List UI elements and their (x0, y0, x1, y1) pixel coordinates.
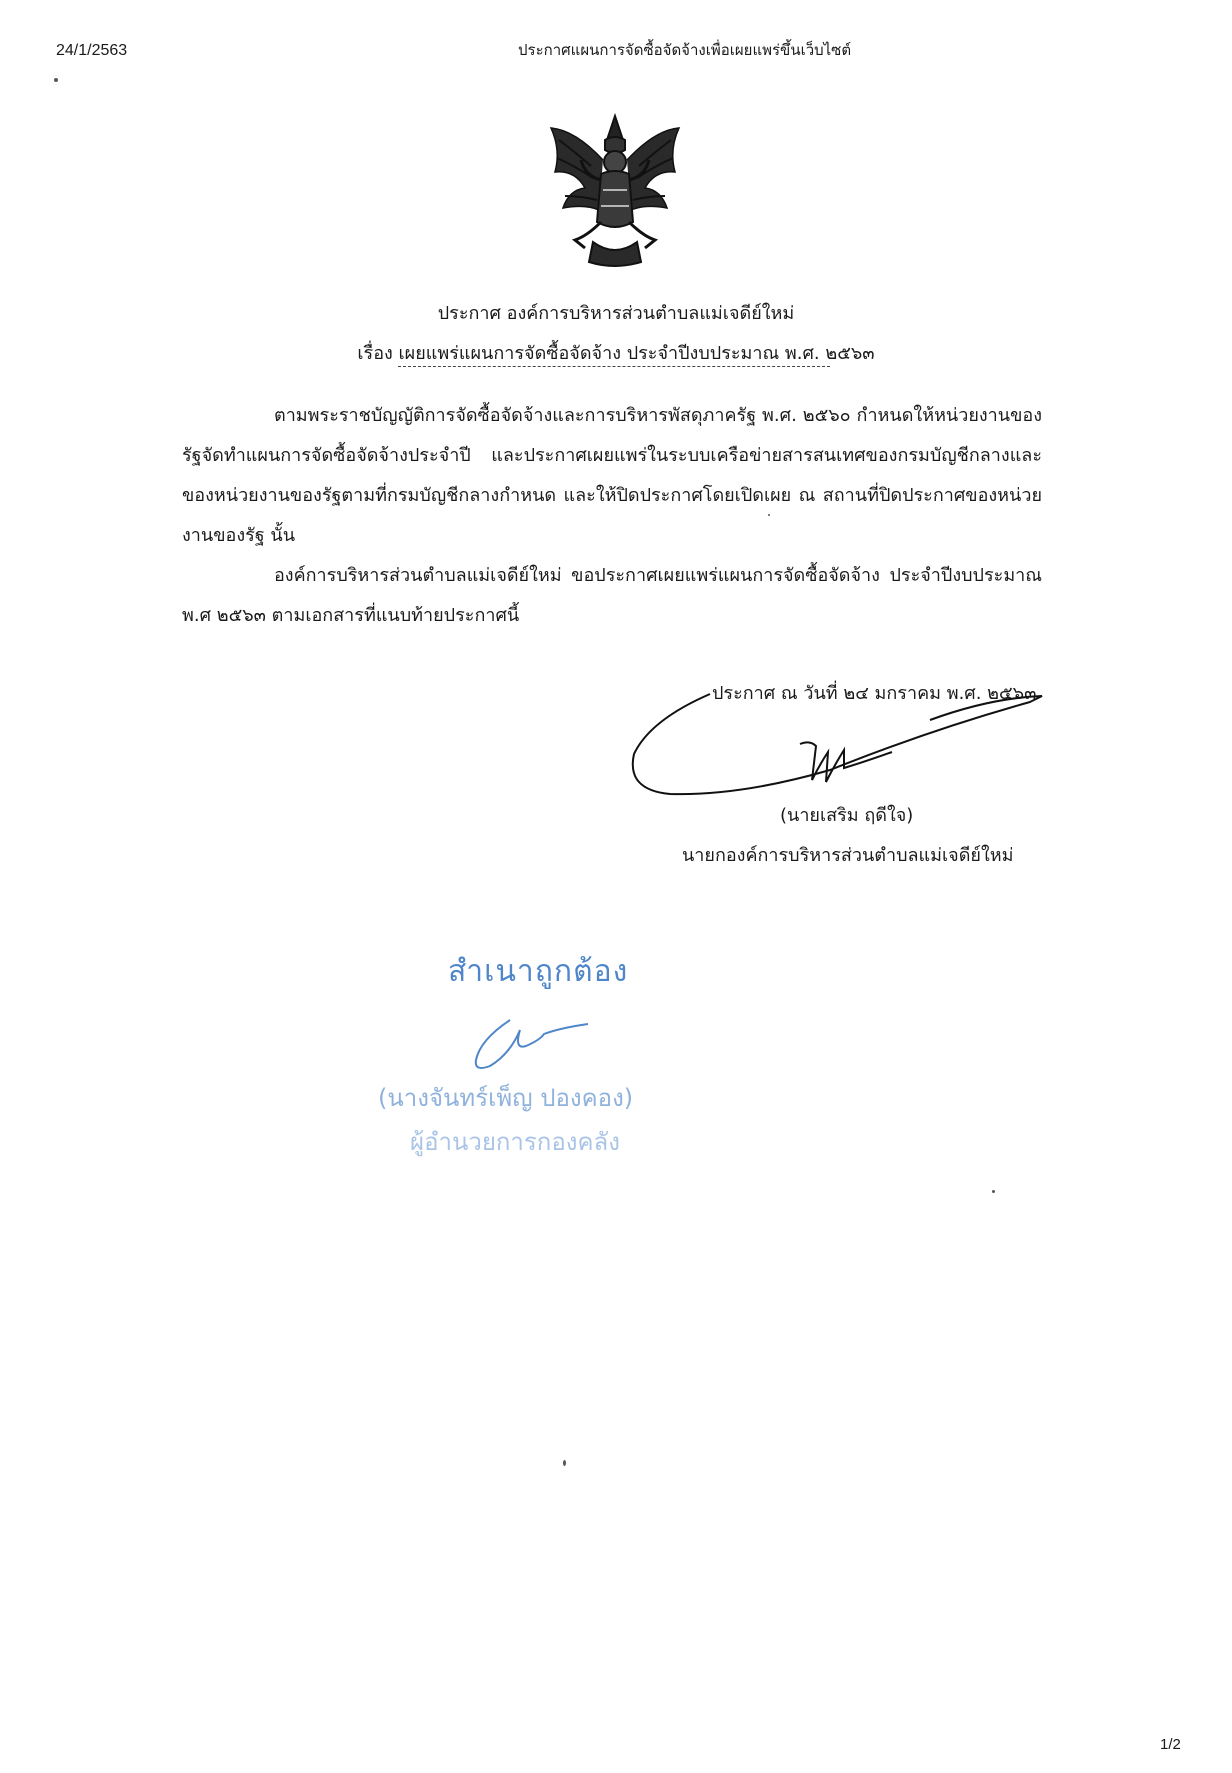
stamp-signature-mark (470, 1010, 600, 1080)
scan-speck (992, 1190, 995, 1193)
scan-speck (54, 78, 58, 82)
body-paragraph-1: ตามพระราชบัญญัติการจัดซื้อจัดจ้างและการบริหารพัสดุภาครัฐ พ.ศ. ๒๕๖๐ กำหนดให้หน่วยงานของรัฐจัดทำแผนการจัดซื้อจัดจ้างประจำปี และประกาศเผยแพร่ในระบบเครือข่ายสารสนเทศของกรมบัญชีกลางและของหน่วยงานของรัฐตามที่กรมบัญชีกลางกำหนด และให้ปิดประกาศโดยเปิดเผย ณ สถานที่ปิดประกาศของหน่วยงานของรัฐ นั้น (182, 405, 1042, 546)
print-date: 24/1/2563 (56, 42, 128, 59)
page-number: 1/2 (1160, 1736, 1181, 1753)
stamp-signer-position: ผู้อำนวยการกองคลัง (410, 1128, 620, 1156)
body-paragraph-2: องค์การบริหารส่วนตำบลแม่เจดีย์ใหม่ ขอประกาศเผยแพร่แผนการจัดซื้อจัดจ้าง ประจำปีงบประมาณ พ.ศ ๒๕๖๓ ตามเอกสารที่แนบท้ายประกาศนี้ (182, 565, 1042, 626)
signature-mark (630, 690, 1050, 810)
certified-copy-stamp: สำเนาถูกต้อง (448, 954, 629, 989)
announcement-date: ประกาศ ณ วันที่ ๒๔ มกราคม พ.ศ. ๒๕๖๓ (712, 683, 1037, 704)
scan-speck (768, 514, 770, 516)
announcement-subject: เรื่อง เผยแพร่แผนการจัดซื้อจัดจ้าง ประจำปีงบประมาณ พ.ศ. ๒๕๖๓ (357, 343, 875, 364)
scan-speck (563, 1460, 566, 1466)
heading-divider (398, 366, 830, 367)
signer-name: (นายเสริม ฤดีใจ) (780, 805, 914, 826)
stamp-signer-name: (นางจันทร์เพ็ญ ปองคอง) (378, 1084, 634, 1112)
garuda-emblem-icon (545, 110, 685, 270)
print-page-title: ประกาศแผนการจัดซื้อจัดจ้างเพื่อเผยแพร่ขึ้นเว็บไซต์ (518, 41, 852, 59)
announcement-heading: ประกาศ องค์การบริหารส่วนตำบลแม่เจดีย์ใหม่ (437, 303, 795, 324)
signer-position: นายกองค์การบริหารส่วนตำบลแม่เจดีย์ใหม่ (682, 845, 1014, 866)
